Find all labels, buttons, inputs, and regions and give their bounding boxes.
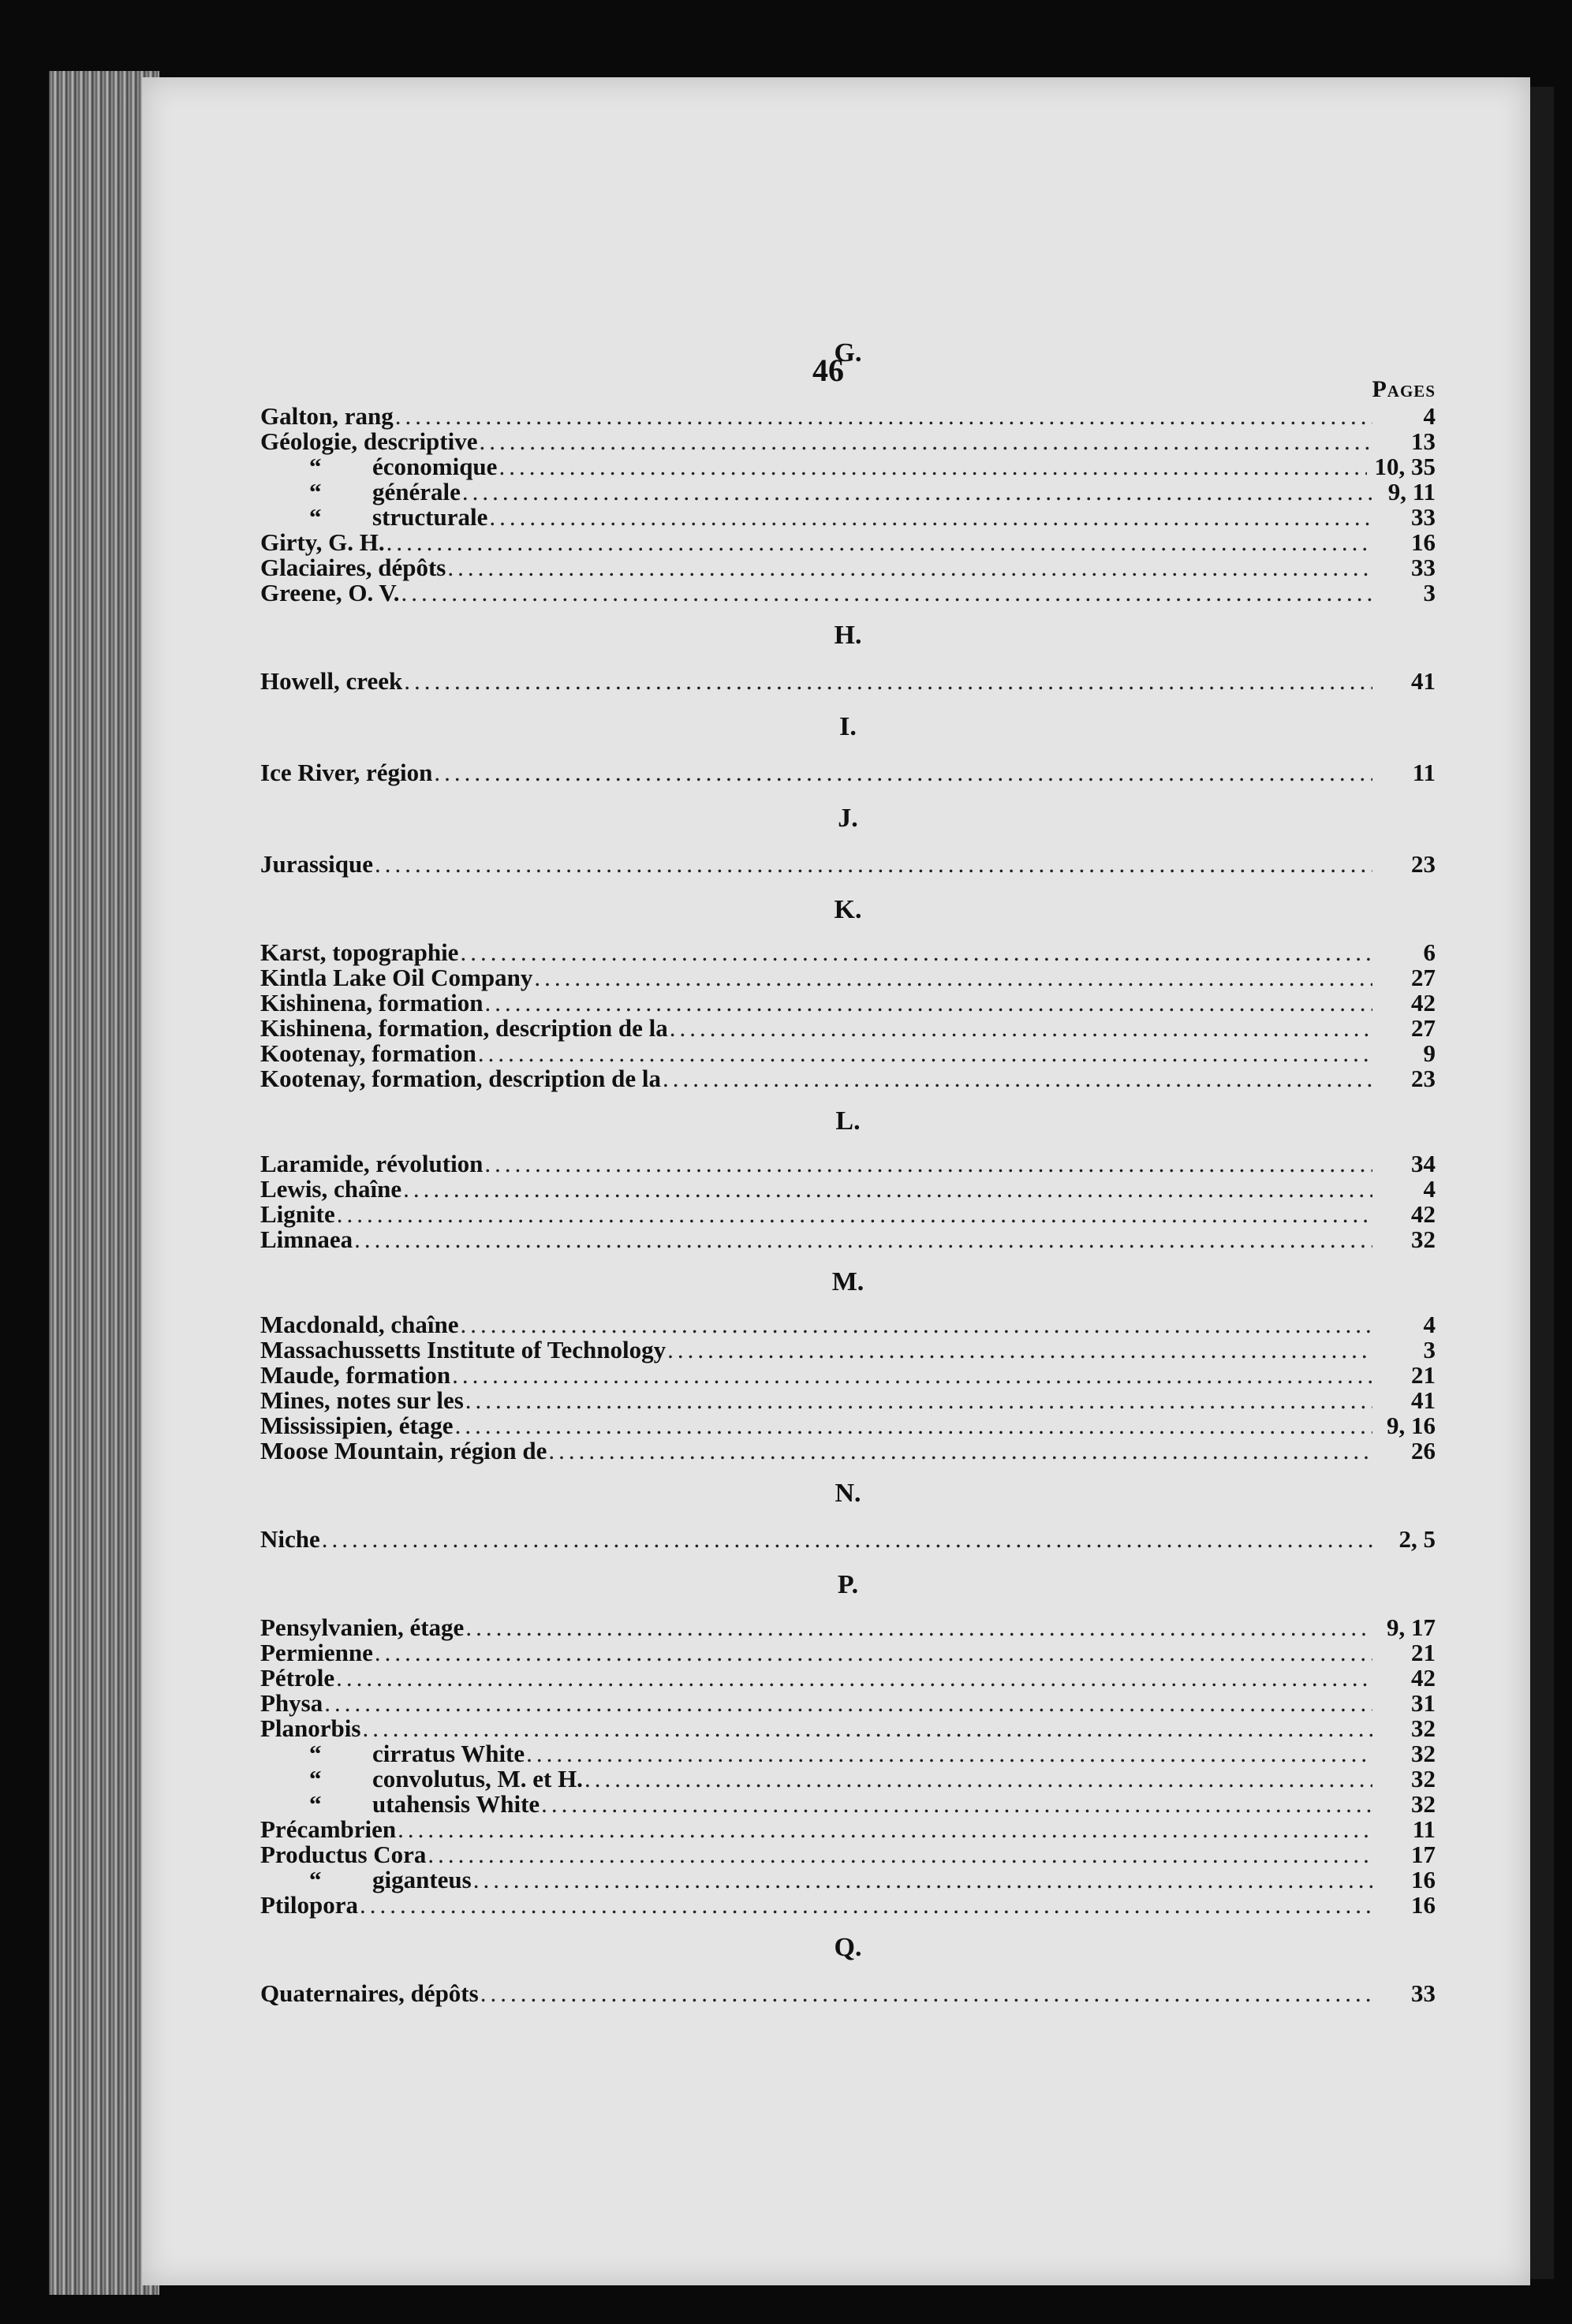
dot-leader [403, 1177, 1372, 1202]
section-letter: I. [839, 712, 857, 741]
section-letter: Q. [834, 1933, 862, 1962]
entry-pages: 27 [1411, 964, 1436, 991]
entry-term-text: Kishinena, formation, description de la [260, 1014, 668, 1042]
dot-leader [584, 1766, 1372, 1792]
entry-term [260, 1666, 334, 1691]
entry-term-text: Kootenay, formation, description de la [260, 1065, 662, 1092]
entry-pages: 11 [1412, 759, 1436, 786]
entry-term-text: économique [372, 453, 498, 480]
dot-leader [462, 479, 1372, 505]
dot-leader [480, 429, 1373, 454]
dot-leader [395, 404, 1372, 429]
index-entry [260, 666, 1436, 697]
entry-pages: 9, 17 [1387, 1613, 1436, 1641]
entry-term [260, 1893, 358, 1918]
entry-term [260, 1337, 666, 1363]
entry-term [260, 757, 432, 789]
entry-term [260, 555, 446, 580]
entry-term [260, 1524, 320, 1555]
index-entry [260, 1842, 1436, 1867]
entry-pages: 41 [1411, 1386, 1436, 1414]
scan-border [1530, 87, 1554, 2279]
dot-leader [386, 530, 1372, 555]
entry-term [260, 1312, 458, 1337]
entry-term [260, 1438, 547, 1464]
index-entry [260, 1615, 1436, 1640]
entry-pages: 34 [1411, 1150, 1436, 1177]
index-entry [260, 1363, 1436, 1388]
index-entry [260, 1766, 1436, 1792]
entry-pages: 9, 16 [1387, 1412, 1436, 1439]
index-entry [260, 1978, 1436, 2009]
index-entry [260, 1792, 1436, 1817]
dot-leader [484, 990, 1372, 1016]
entry-term [260, 530, 385, 555]
dot-leader [404, 666, 1372, 697]
section-letter: N. [835, 1479, 861, 1508]
index-entry [260, 849, 1436, 880]
entry-pages: 21 [1411, 1639, 1436, 1666]
index-entry [260, 1691, 1436, 1716]
ditto-mark: “ [309, 1765, 322, 1792]
entry-pages: 33 [1411, 554, 1436, 581]
section-letter: G. [834, 338, 862, 367]
dot-leader [428, 1842, 1372, 1867]
entry-term [260, 1867, 472, 1893]
entry-pages: 32 [1411, 1740, 1436, 1767]
index-entry [260, 1066, 1436, 1091]
entry-term-text: Maude, formation [260, 1361, 451, 1389]
dot-leader [478, 1041, 1372, 1066]
dot-leader [455, 1413, 1372, 1438]
entry-term-text: Howell, creek [260, 667, 403, 695]
entry-term [260, 1041, 476, 1066]
section-letter: M. [831, 1267, 864, 1296]
entry-pages: 13 [1411, 427, 1436, 455]
ditto-mark: “ [309, 453, 322, 480]
index-entry [260, 1893, 1436, 1918]
dot-leader [498, 454, 1366, 479]
entry-pages: 9 [1423, 1039, 1436, 1067]
entry-pages: 41 [1411, 667, 1436, 695]
index-entry [260, 965, 1436, 990]
entry-term [260, 1792, 540, 1817]
entry-pages: 42 [1411, 1200, 1436, 1228]
entry-term-text: Jurassique [260, 850, 373, 878]
dot-leader [534, 965, 1372, 990]
dot-leader [484, 1151, 1372, 1177]
entry-term-text: Pensylvanien, étage [260, 1613, 465, 1641]
section-letter: J. [838, 804, 858, 833]
ditto-mark: “ [309, 1790, 322, 1818]
entry-pages: 23 [1411, 1065, 1436, 1092]
entry-pages: 11 [1412, 1815, 1436, 1843]
entry-term-text: Massachussetts Institute of Technology [260, 1336, 667, 1363]
entry-term [260, 429, 478, 454]
entry-pages: 16 [1411, 1891, 1436, 1919]
entry-term-text: Précambrien [260, 1815, 397, 1843]
entry-term-text: Macdonald, chaîne [260, 1311, 459, 1338]
entry-pages: 32 [1411, 1790, 1436, 1818]
entry-pages: 4 [1423, 1311, 1436, 1338]
entry-pages: 6 [1423, 938, 1436, 966]
index-entry [260, 1640, 1436, 1666]
entry-pages: 32 [1411, 1765, 1436, 1792]
dot-leader [447, 555, 1372, 580]
entry-pages: 33 [1411, 1979, 1436, 2007]
index-entry [260, 1867, 1436, 1893]
entry-term [260, 1363, 450, 1388]
entry-term [260, 1202, 335, 1227]
index-entry [260, 1438, 1436, 1464]
index-entry [260, 1524, 1436, 1555]
entry-term [260, 479, 461, 505]
index-entry [260, 1817, 1436, 1842]
index-entry [260, 1312, 1436, 1337]
dot-leader [541, 1792, 1372, 1817]
entry-term [260, 454, 497, 479]
entry-term-text: Galton, rang [260, 402, 394, 430]
index-entry [260, 505, 1436, 530]
entry-term [260, 1716, 360, 1741]
entry-term-text: Limnaea [260, 1225, 353, 1253]
entry-term [260, 849, 373, 880]
entry-pages: 2, 5 [1398, 1525, 1436, 1553]
entry-term-text: Géologie, descriptive [260, 427, 478, 455]
entry-term-text: Physa [260, 1689, 323, 1717]
entry-term [260, 1741, 525, 1766]
entry-term-text: Permienne [260, 1639, 373, 1666]
entry-term-text: cirratus White [372, 1740, 525, 1767]
dot-leader [375, 1640, 1372, 1666]
entry-term [260, 1615, 464, 1640]
index-entry [260, 404, 1436, 429]
index-entry [260, 1041, 1436, 1066]
dot-leader [460, 940, 1372, 965]
entry-term [260, 1817, 396, 1842]
entry-term-text: Mines, notes sur les [260, 1386, 464, 1414]
entry-term [260, 1766, 583, 1792]
entry-term-text: Mississipien, étage [260, 1412, 454, 1439]
index-entry [260, 1177, 1436, 1202]
entry-term [260, 940, 458, 965]
index-entry [260, 1227, 1436, 1252]
dot-leader [473, 1867, 1372, 1893]
entry-pages: 32 [1411, 1714, 1436, 1742]
dot-leader [362, 1716, 1372, 1741]
entry-term [260, 990, 483, 1016]
entry-term-text: Glaciaires, dépôts [260, 554, 446, 581]
pages-column-header: Pages [1372, 376, 1436, 402]
index-entry [260, 1016, 1436, 1041]
entry-term [260, 1640, 373, 1666]
entry-pages: 27 [1411, 1014, 1436, 1042]
dot-leader [526, 1741, 1372, 1766]
entry-term-text: Kishinena, formation [260, 989, 484, 1017]
entry-pages: 31 [1411, 1689, 1436, 1717]
dot-leader [670, 1016, 1372, 1041]
dot-leader [460, 1312, 1372, 1337]
entry-term-text: Ice River, région [260, 759, 433, 786]
entry-term [260, 1227, 353, 1252]
dot-leader [336, 1666, 1372, 1691]
ditto-mark: “ [309, 1866, 322, 1893]
dot-leader [354, 1227, 1372, 1252]
entry-pages: 16 [1411, 1866, 1436, 1893]
entry-term-text: Niche [260, 1525, 320, 1553]
entry-term [260, 1842, 426, 1867]
index-entry [260, 479, 1436, 505]
entry-pages: 3 [1423, 1336, 1436, 1363]
index-entry [260, 1388, 1436, 1413]
dot-leader [434, 757, 1372, 789]
entry-term-text: Lewis, chaîne [260, 1175, 402, 1203]
entry-pages: 16 [1411, 528, 1436, 556]
index-entry [260, 580, 1436, 606]
entry-pages: 4 [1423, 1175, 1436, 1203]
entry-term [260, 1066, 661, 1091]
entry-term [260, 580, 400, 606]
index-entry [260, 1202, 1436, 1227]
dot-leader [324, 1691, 1372, 1716]
index-entry [260, 1151, 1436, 1177]
entry-term [260, 1978, 479, 2009]
index-entry [260, 1337, 1436, 1363]
entry-pages: 33 [1411, 503, 1436, 531]
section-letter: K. [834, 895, 862, 924]
entry-term-text: giganteus [372, 1866, 472, 1893]
entry-term [260, 1151, 483, 1177]
section-letter: H. [834, 621, 862, 650]
entry-term [260, 1691, 323, 1716]
index-entry [260, 1666, 1436, 1691]
entry-term-text: Pétrole [260, 1664, 335, 1692]
section-letter: L. [835, 1106, 861, 1136]
index-entry [260, 940, 1436, 965]
entry-pages: 23 [1411, 850, 1436, 878]
entry-term-text: utahensis White [372, 1790, 540, 1818]
ditto-mark: “ [309, 503, 322, 531]
index-entry [260, 555, 1436, 580]
index-entry [260, 1413, 1436, 1438]
dot-leader [452, 1363, 1372, 1388]
entry-term [260, 1388, 464, 1413]
ditto-mark: “ [309, 1740, 322, 1767]
dot-leader [398, 1817, 1372, 1842]
entry-term-text: Greene, O. V. [260, 579, 400, 606]
dot-leader [480, 1978, 1372, 2009]
entry-pages: 3 [1423, 579, 1436, 606]
entry-term-text: structurale [372, 503, 488, 531]
ditto-mark: “ [309, 478, 322, 505]
index-entry [260, 757, 1436, 789]
entry-pages: 26 [1411, 1437, 1436, 1464]
entry-term-text: Planorbis [260, 1714, 361, 1742]
dot-leader [667, 1337, 1372, 1363]
entry-term-text: Kintla Lake Oil Company [260, 964, 533, 991]
dot-leader [337, 1202, 1372, 1227]
entry-term [260, 404, 394, 429]
dot-leader [465, 1388, 1372, 1413]
entry-term-text: Moose Mountain, région de [260, 1437, 547, 1464]
entry-pages: 9, 11 [1387, 478, 1436, 505]
entry-term-text: Laramide, révolution [260, 1150, 484, 1177]
entry-term-text: Kootenay, formation [260, 1039, 476, 1067]
entry-term [260, 1177, 401, 1202]
entry-term [260, 1016, 668, 1041]
entry-term-text: Quaternaires, dépôts [260, 1979, 479, 2007]
entry-pages: 42 [1411, 989, 1436, 1017]
dot-leader [548, 1438, 1372, 1464]
entry-term [260, 666, 402, 697]
entry-term [260, 505, 487, 530]
entry-term-text: convolutus, M. et H. [372, 1765, 583, 1792]
dot-leader [322, 1524, 1372, 1555]
entry-term-text: Girty, G. H. [260, 528, 385, 556]
section-letter: P. [837, 1570, 859, 1599]
entry-term [260, 965, 532, 990]
dot-leader [663, 1066, 1372, 1091]
entry-pages: 32 [1411, 1225, 1436, 1253]
entry-term-text: Karst, topographie [260, 938, 459, 966]
dot-leader [375, 849, 1372, 880]
entry-pages: 21 [1411, 1361, 1436, 1389]
index-entry [260, 1741, 1436, 1766]
index-entry [260, 429, 1436, 454]
entry-term-text: Ptilopora [260, 1891, 358, 1919]
index-entry [260, 990, 1436, 1016]
entry-term-text: Productus Cora [260, 1841, 427, 1868]
entry-pages: 42 [1411, 1664, 1436, 1692]
dot-leader [489, 505, 1372, 530]
entry-term-text: générale [372, 478, 461, 505]
entry-pages: 17 [1411, 1841, 1436, 1868]
entry-term-text: Lignite [260, 1200, 335, 1228]
index-entry [260, 1716, 1436, 1741]
entry-term [260, 1413, 454, 1438]
index-list [260, 331, 1436, 2009]
entry-pages: 4 [1423, 402, 1436, 430]
dot-leader [465, 1615, 1372, 1640]
entry-pages: 10, 35 [1374, 453, 1436, 480]
page-number: 46 [812, 353, 844, 388]
dot-leader [360, 1893, 1372, 1918]
dot-leader [401, 580, 1372, 606]
index-entry [260, 454, 1436, 479]
index-entry [260, 530, 1436, 555]
